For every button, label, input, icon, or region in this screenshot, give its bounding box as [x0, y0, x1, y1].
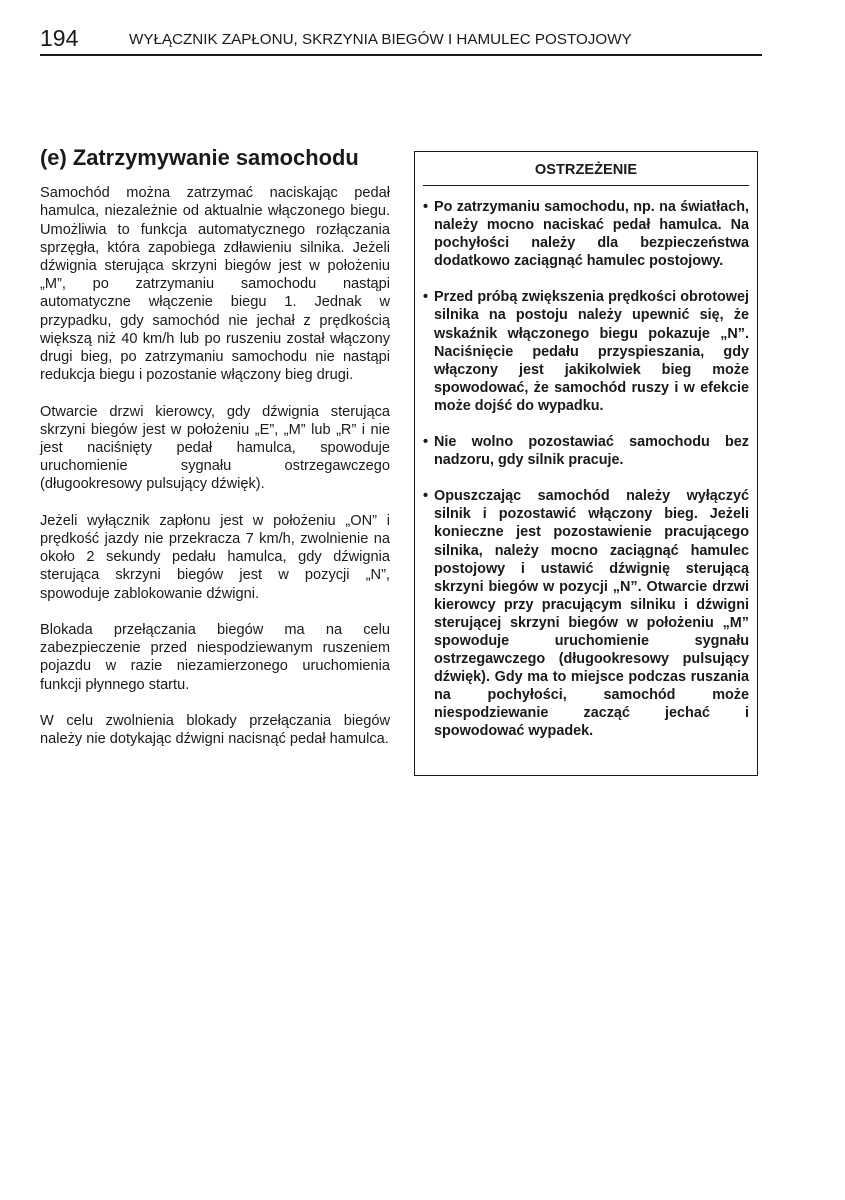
body-paragraph: Blokada przełączania biegów ma na celu zabezpieczenie przed niespodziewanym ruszeniem pojazdu w razie niezamierzonego uruchomienia funkcji płynnego startu.: [40, 622, 390, 693]
bullet-icon: •: [423, 199, 429, 215]
body-paragraph: W celu zwolnienia blokady przełączania biegów należy nie dotykając dźwigni nacisnąć pedał hamulca.: [40, 713, 390, 748]
bullet-icon: •: [423, 488, 429, 505]
warning-text: Po zatrzymaniu samochodu, np. na światłach, należy mocno naciskać pedał hamulca. Na pochyłości należy dla bezpieczeństwa dodatkowo zaciągnąć hamulec postojowy.: [434, 199, 749, 270]
warning-text: Nie wolno pozostawiać samochodu bez nadzoru, gdy silnik pracuje.: [434, 434, 749, 469]
warning-item: [423, 433, 749, 469]
main-text-column: [40, 145, 390, 767]
body-paragraph: Jeżeli wyłącznik zapłonu jest w położeniu „ON” i prędkość jazdy nie przekracza 7 km/h, zwolnienie na około 2 sekundy pedału hamulca, gdy dźwignia sterująca skrzyni biegów jest w pozycji „N”, spowoduje zablokowanie dźwigni.: [40, 512, 390, 602]
warning-text: Przed próbą zwiększenia prędkości obrotowej silnika na postoju należy upewnić się, że wskaźnik włączonego biegu pokazuje „N”. Naciśnięcie pedału przyspieszania, gdy włączony jest jakikolwiek bieg może spowodować, że samochód ruszy i w efekcie może dojść do wypadku.: [434, 289, 749, 414]
body-paragraph: Samochód można zatrzymać naciskając pedał hamulca, niezależnie od aktualnie włączonego biegu. Umożliwia to funkcja automatycznego rozłączania sprzęgła, która zapobiega zdławieniu silnika. Jeżeli dźwignia sterująca skrzyni biegów jest w położeniu „M”, po zatrzymaniu samochodu nastąpi automatyczne włączenie biegu 1. Jednak w przypadku, gdy samochód nie jechał z prędkością większą niż 40 km/h lub po ruszeniu został włączony drugi bieg, po zatrzymaniu samochodu nie nastąpi redukcja biegu i pozostanie włączony bieg drugi.: [40, 185, 390, 384]
body-paragraph: Otwarcie drzwi kierowcy, gdy dźwignia sterująca skrzyni biegów jest w położeniu „E”, „M” lub „R” i nie jest naciśnięty pedał hamulca, spowoduje uruchomienie sygnału ostrzegawczego (długookresowy pulsujący dźwięk).: [40, 403, 390, 493]
bullet-icon: •: [423, 434, 429, 451]
page-number: 194: [40, 25, 79, 51]
warning-item: [423, 288, 749, 415]
subheading: (e) Zatrzymywanie samochodu: [40, 145, 359, 170]
bullet-icon: •: [423, 289, 429, 306]
warning-text: Opuszczając samochód należy wyłączyć silnik i pozostawić włączony bieg. Jeżeli konieczne jest pozostawienie pracującego silnika, należy mocno zaciągnąć hamulec postojowy i ustawić dźwignię sterującą skrzyni biegów w pozycji „N”. Otwarcie drzwi kierowcy przy pracującym silniku i dźwigni sterującej skrzyni biegów w położeniu „M” spowoduje uruchomienie sygnału ostrzegawczego (długookresowy pulsujący dźwięk). Gdy ma to miejsce podczas ruszania na pochyłości, samochód może niespodziewanie zacząć jechać i spowodować wypadek.: [434, 488, 749, 740]
warning-item: [423, 487, 749, 740]
section-title: WYŁĄCZNIK ZAPŁONU, SKRZYNIA BIEGÓW I HAMULEC POSTOJOWY: [129, 31, 632, 48]
warning-title: OSTRZEŻENIE: [423, 160, 749, 186]
page-header: [40, 24, 762, 56]
warning-list: [423, 198, 749, 741]
warning-box: [414, 151, 758, 776]
warning-item: [423, 198, 749, 270]
